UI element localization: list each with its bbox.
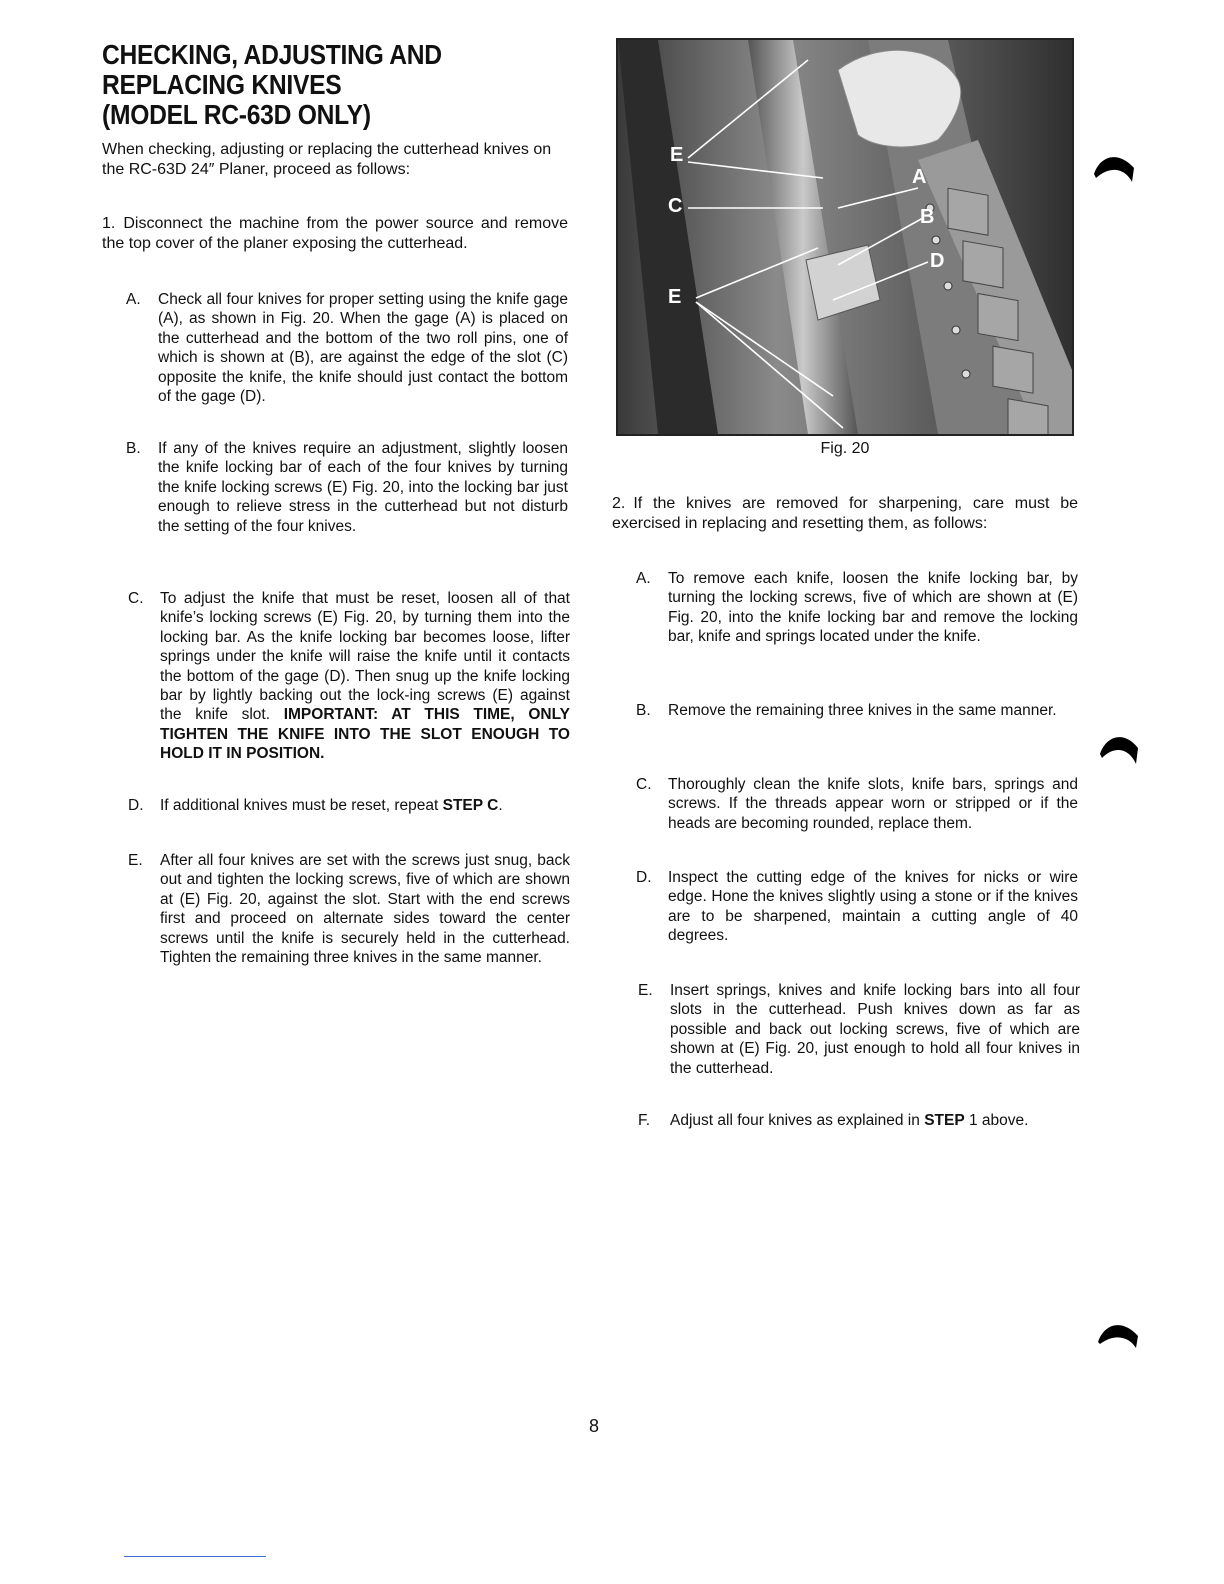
item-text: After all four knives are set with the screws just snug, back out and tighten the locking screws, five of which are shown at (E) Fig. 20, against the slot. Start with the end screws first and proceed on alternate sides toward the center screws until the knife is securely held in the cutterhead. Tighten the remaining three knives in the same manner. (160, 852, 570, 967)
figure-20-photo (616, 38, 1074, 436)
page-title (102, 40, 507, 130)
step-1-item-d (128, 796, 570, 815)
item-letter: B. (126, 440, 141, 457)
figure-label-c: C (668, 195, 683, 217)
binder-mark-icon (1090, 150, 1140, 186)
item-letter: E. (638, 982, 653, 999)
item-letter: E. (128, 852, 143, 869)
binder-mark-icon (1096, 728, 1142, 768)
item-letter: A. (636, 570, 651, 587)
item-text: Thoroughly clean the knife slots, knife bars, springs and screws. If the threads appear worn or stripped or if the heads are becoming rounded, replace them. (668, 776, 1078, 832)
item-letter: A. (126, 291, 141, 308)
intro-paragraph: When checking, adjusting or replacing the cutterhead knives on the RC-63D 24″ Planer, proceed as follows: (102, 141, 552, 178)
step-2-number: 2. (612, 495, 626, 512)
item-text: Check all four knives for proper setting using the knife gage (A), as shown in Fig. 20. When the gage (A) is placed on the cutterhead and the bottom of the two roll pins, one of which is shown at (B), are against the edge of the slot (C) opposite the knife, the knife should just contact the bottom of the gage (D). (158, 291, 568, 406)
item-text: If additional knives must be reset, repeat (160, 797, 439, 814)
title-line-3: (MODEL RC-63D ONLY) (102, 99, 371, 130)
step-2-item-c (636, 775, 1078, 833)
step-2-text: If the knives are removed for sharpening, care must be exercised in replacing and resetting them, as follows: (612, 495, 1078, 532)
figure-label-b: B (920, 206, 935, 228)
item-text: To remove each knife, loosen the knife locking bar, by turning the locking screws, five of which are shown at (E) Fig. 20, into the knife locking bar and remove the locking bar, knife and springs located under the knife. (668, 570, 1078, 646)
figure-label-a: A (912, 166, 927, 188)
item-letter: C. (636, 776, 652, 793)
title-line-2: REPLACING KNIVES (102, 69, 342, 100)
step-2-item-b (636, 701, 1078, 720)
item-letter: F. (638, 1112, 651, 1129)
figure-label-e-bottom: E (668, 286, 682, 308)
step-1-item-b (126, 439, 568, 536)
step-1-item-e (128, 851, 570, 967)
step-1-item-a (126, 290, 568, 406)
figure-caption: Fig. 20 (820, 440, 870, 457)
step-2-item-e (638, 981, 1080, 1078)
item-text-end: . (498, 797, 503, 814)
page-number: 8 (588, 1416, 599, 1436)
item-text: Remove the remaining three knives in the same manner. (668, 702, 1057, 719)
item-text: Adjust all four knives as explained in (670, 1112, 920, 1129)
item-letter: D. (128, 797, 144, 814)
item-letter: B. (636, 702, 651, 719)
step-2-item-a (636, 569, 1078, 647)
binder-mark-icon (1094, 1318, 1142, 1352)
step-1 (102, 214, 568, 254)
title-line-1: CHECKING, ADJUSTING AND (102, 39, 442, 70)
item-text: Inspect the cutting edge of the knives for nicks or wire edge. Hone the knives slightly using a stone or if the knives are to be sharpened, maintain a cutting angle of 40 degrees. (668, 869, 1078, 945)
step-1-item-c (128, 589, 571, 764)
step-reference: STEP C (442, 797, 499, 814)
item-text: To adjust the knife that must be reset, loosen all of that knife’s locking screws (E) Fig. 20, by turning them into the locking bar. As the knife locking bar becomes loose, lifter springs under the knife will raise the knife until it contacts the bottom of the gage (D). Then snug up the knife locking bar by lightly backing out the lock-ing screws (E) against the knife slot. (160, 590, 570, 724)
item-text: If any of the knives require an adjustment, slightly loosen the knife locking bar of each of the four knives by turning the knife locking screws (E) Fig. 20, into the locking bar just enough to relieve stress in the cutterhead but not disturb the setting of the four knives. (158, 440, 568, 535)
cutterhead-illustration (618, 40, 1072, 434)
step-2-item-d (636, 868, 1078, 946)
item-letter: C. (128, 590, 144, 607)
figure-label-d: D (930, 250, 945, 272)
item-letter: D. (636, 869, 652, 886)
item-text-end: 1 above. (964, 1112, 1029, 1129)
step-2 (612, 494, 1078, 534)
step-1-text: Disconnect the machine from the power source and remove the top cover of the planer exposing the cutterhead. (102, 215, 568, 252)
step-2-item-f (638, 1111, 1080, 1130)
item-text: Insert springs, knives and knife locking bars into all four slots in the cutterhead. Push knives down as far as possible and back out locking screws, five of which are shown at (E) Fig. 20, just enough to hold all four knives in the cutterhead. (670, 982, 1080, 1077)
step-1-number: 1. (102, 215, 116, 232)
footer-rule (124, 1556, 266, 1557)
step-reference: STEP (924, 1112, 965, 1129)
figure-label-e-top: E (670, 144, 684, 166)
important-note: IMPORTANT: AT THIS TIME, ONLY TIGHTEN THE KNIFE INTO THE SLOT ENOUGH TO HOLD IT IN POSITION. (160, 706, 571, 763)
